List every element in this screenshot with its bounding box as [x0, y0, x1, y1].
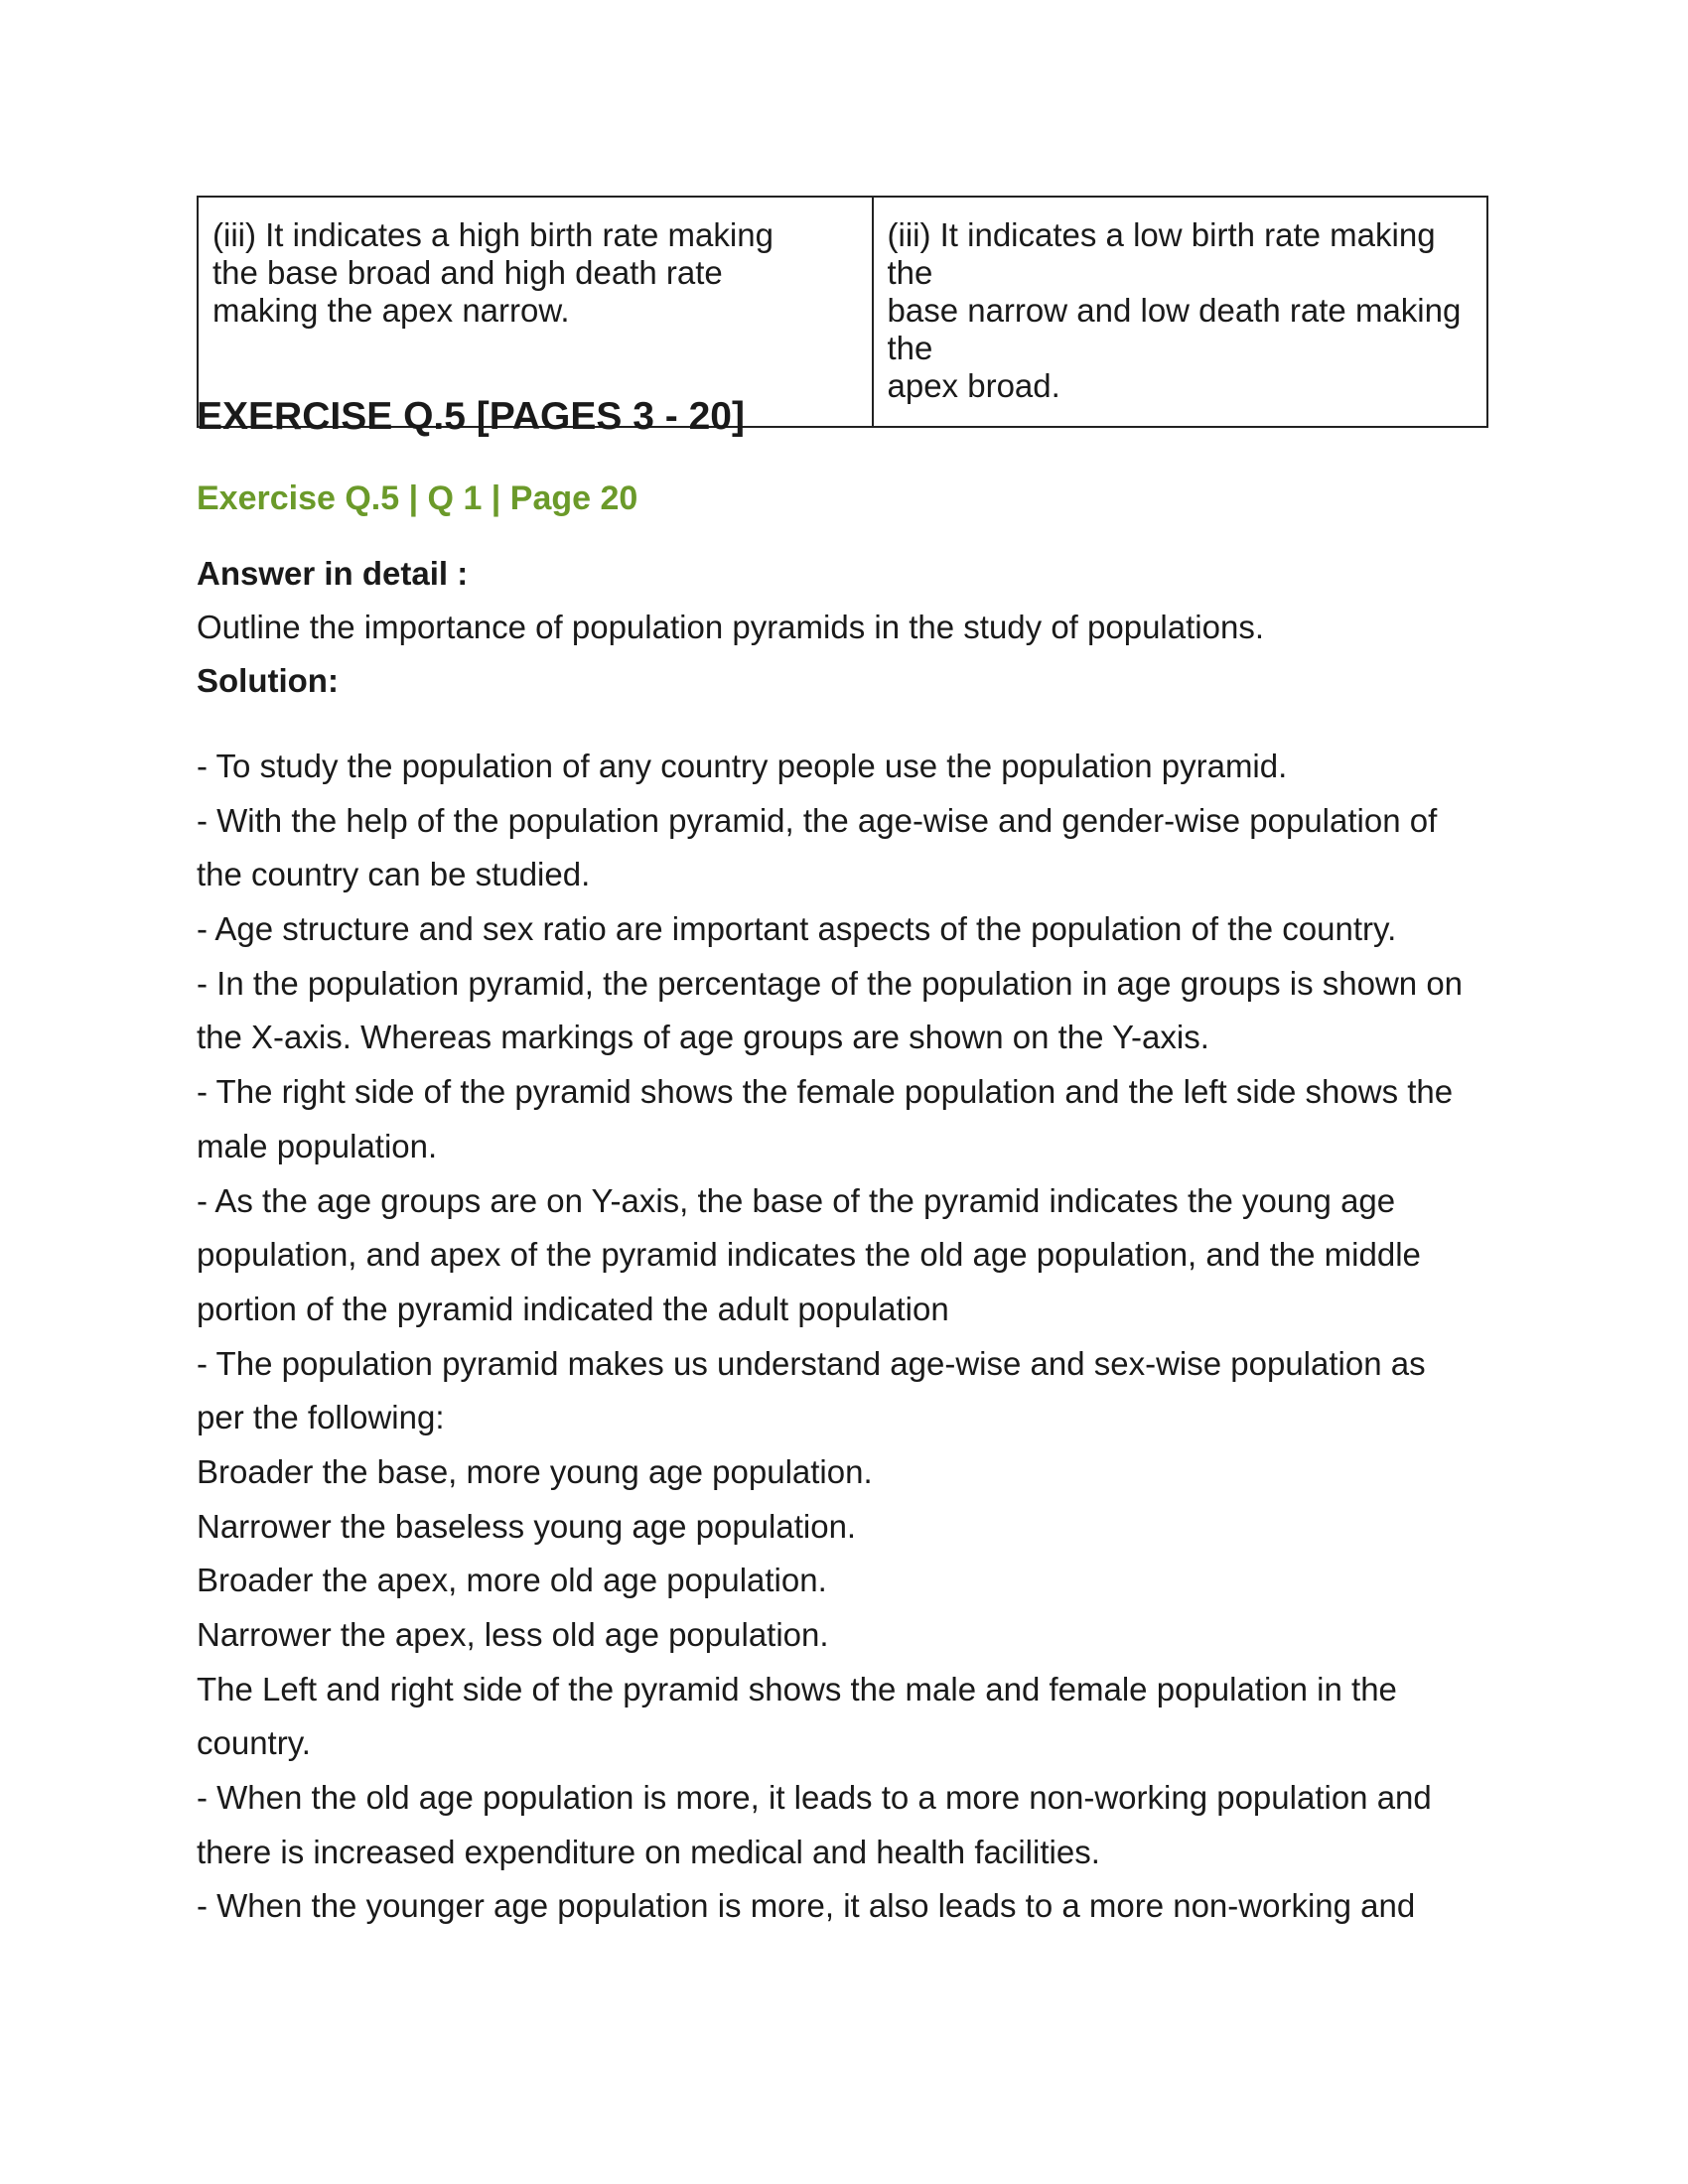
solution-line: - In the population pyramid, the percentage of the population in age groups is shown on [197, 964, 1464, 1002]
solution-line: per the following: [197, 1399, 445, 1436]
table-cell-line: the base broad and high death rate [212, 254, 723, 291]
solution-line: The Left and right side of the pyramid shows the male and female population in the [197, 1670, 1397, 1707]
table-cell-line: (iii) It indicates a low birth rate making the [887, 216, 1436, 291]
solution-line: Broader the apex, more old age population. [197, 1562, 827, 1599]
solution-line: population, and apex of the pyramid indicates the old age population, and the middle [197, 1236, 1421, 1274]
solution-line: Narrower the baseless young age population. [197, 1507, 857, 1545]
solution-line: Narrower the apex, less old age population. [197, 1616, 829, 1653]
table-cell-line: (iii) It indicates a high birth rate making [212, 216, 774, 253]
table-cell-line: apex broad. [887, 367, 1060, 404]
solution-line: portion of the pyramid indicated the adult population [197, 1290, 949, 1327]
solution-line: male population. [197, 1127, 438, 1164]
solution-line: there is increased expenditure on medical and health facilities. [197, 1833, 1100, 1870]
solution-line: - To study the population of any country people use the population pyramid. [197, 748, 1288, 784]
solution-line: - When the old age population is more, it leads to a more non-working population and [197, 1779, 1432, 1817]
question-reference-link[interactable]: Exercise Q.5 | Q 1 | Page 20 [197, 479, 638, 517]
solution-line: - The population pyramid makes us understand age-wise and sex-wise population as [197, 1344, 1426, 1382]
solution-line: - The right side of the pyramid shows the female population and the left side shows the [197, 1073, 1454, 1111]
solution-line: - With the help of the population pyramid, the age-wise and gender-wise population of [197, 801, 1438, 839]
solution-line: country. [197, 1724, 311, 1762]
answer-label: Answer in detail : [197, 555, 469, 592]
solution-line: the country can be studied. [197, 856, 591, 893]
solution-line: Broader the base, more young age population. [197, 1452, 873, 1490]
question-text: Outline the importance of population pyramids in the study of populations. [197, 609, 1264, 645]
solution-line: - As the age groups are on Y-axis, the base of the pyramid indicates the young age [197, 1181, 1396, 1219]
solution-line: the X-axis. Whereas markings of age groups are shown on the Y-axis. [197, 1019, 1209, 1056]
solution-label: Solution: [197, 662, 339, 699]
table-row [198, 197, 1487, 427]
comparison-table [197, 196, 1488, 428]
section-heading: EXERCISE Q.5 [PAGES 3 - 20] [197, 395, 745, 438]
table-cell-right [873, 197, 1488, 427]
solution-line: - Age structure and sex ratio are important aspects of the population of the country. [197, 910, 1397, 948]
table-cell-line: base narrow and low death rate making the [887, 292, 1462, 366]
solution-body [197, 740, 1497, 1934]
table-cell-left [198, 197, 873, 427]
table-cell-line: making the apex narrow. [212, 292, 570, 329]
solution-line: - When the younger age population is more, it also leads to a more non-working and [197, 1887, 1416, 1925]
